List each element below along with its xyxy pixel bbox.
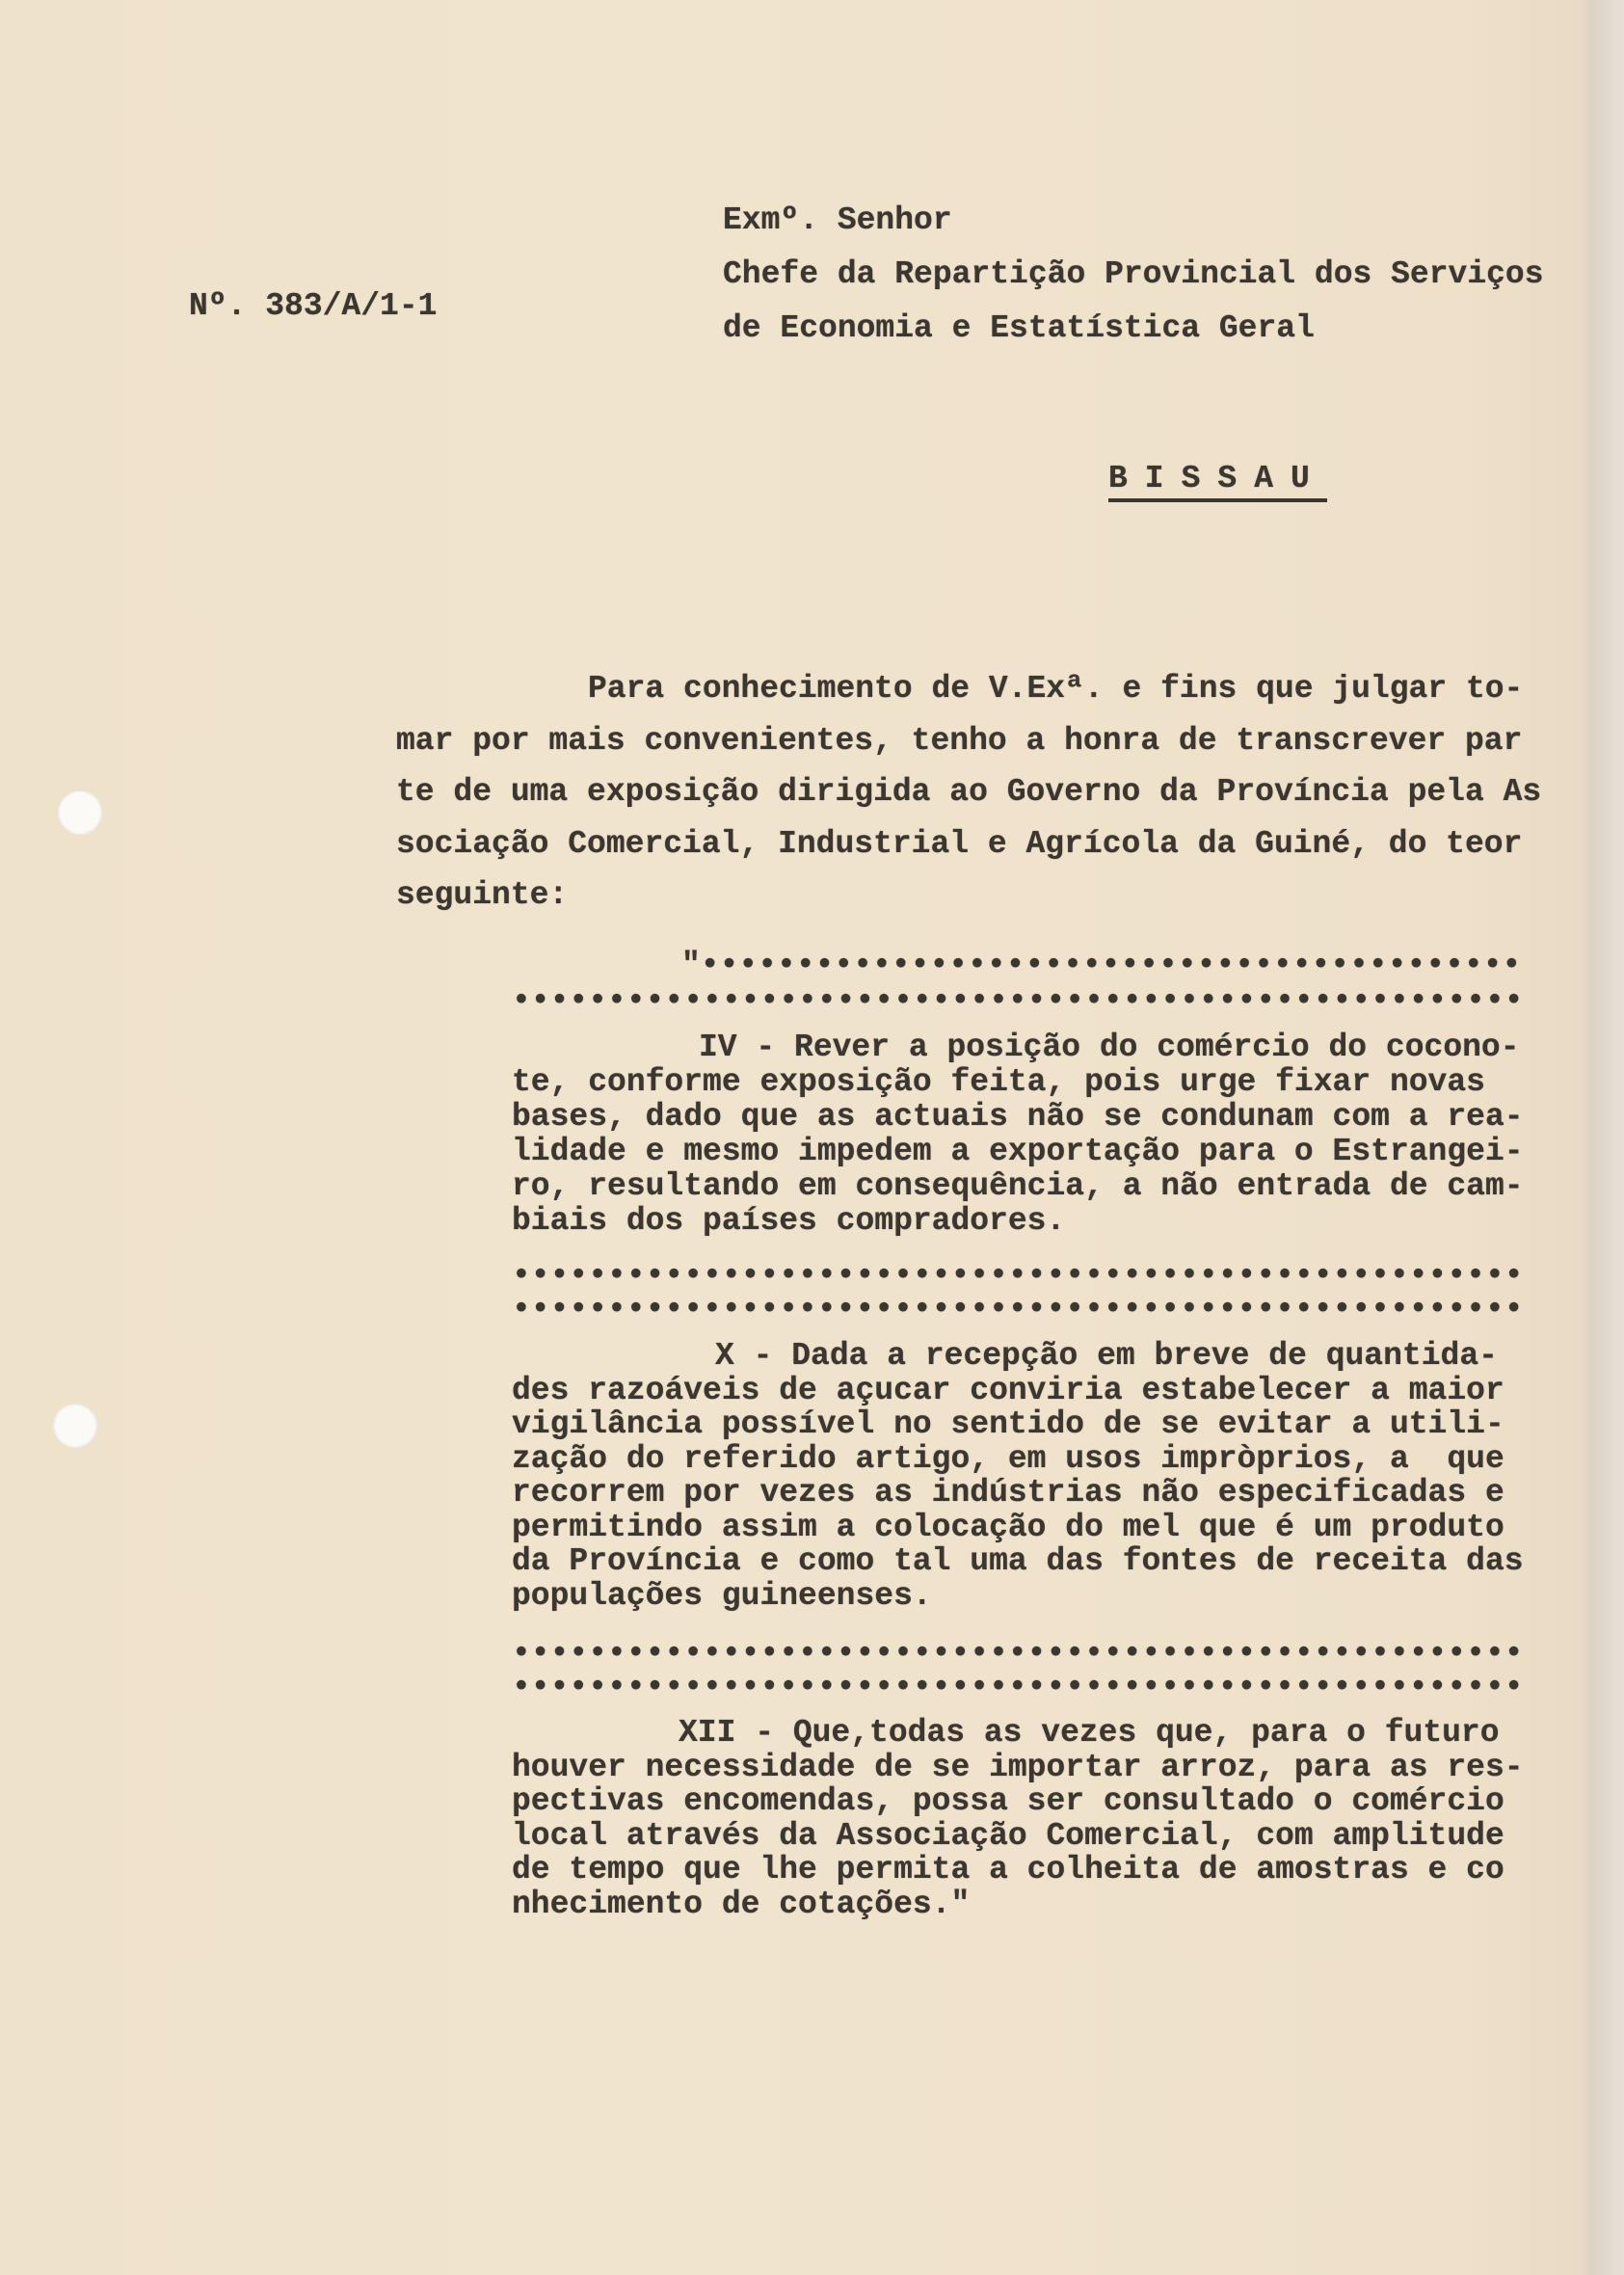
intro-line: Para conhecimento de V.Exª. e fins que julgar to- bbox=[588, 671, 1524, 707]
item-xii-line: nhecimento de cotações." bbox=[512, 1886, 971, 1922]
dots-line: ••••••••••••••••••••••••••••••••••••••••••••••••••••• bbox=[512, 1292, 1524, 1327]
item-x bbox=[512, 1339, 1524, 1613]
intro-line: sociação Comercial, Industrial e Agrícola da Guiné, do teor bbox=[396, 825, 1523, 862]
addressee-salutation: Exmº. Senhor bbox=[723, 202, 952, 238]
item-xii bbox=[512, 1716, 1524, 1921]
item-xii-line: pectivas encomendas, possa ser consultado o comércio bbox=[512, 1783, 1504, 1819]
item-x-line: permitindo assim a colocação do mel que é um produto bbox=[512, 1509, 1504, 1545]
punch-hole-bottom bbox=[53, 1404, 97, 1448]
item-iv-line: IV - Rever a posição do comércio do cocono- bbox=[699, 1030, 1520, 1065]
item-x-line: zação do referido artigo, em usos impròprios, a que bbox=[512, 1440, 1504, 1477]
ellipsis-3 bbox=[512, 1637, 1524, 1704]
item-iv-line: te, conforme exposição feita, pois urge fixar novas bbox=[512, 1064, 1485, 1100]
item-x-line: recorrem por vezes as indústrias não especificadas e bbox=[512, 1475, 1504, 1511]
item-x-line: des razoáveis de açucar conviria estabelecer a maior bbox=[512, 1372, 1504, 1408]
punch-hole-top bbox=[58, 790, 102, 835]
dots-line: ••••••••••••••••••••••••••••••••••••••••••••••••••••• bbox=[512, 1636, 1524, 1672]
intro-line: seguinte: bbox=[396, 877, 569, 913]
ellipsis-2 bbox=[512, 1259, 1524, 1326]
item-xii-line: XII - Que,todas as vezes que, para o futuro bbox=[679, 1715, 1500, 1751]
item-iv-line: bases, dado que as actuais não se condunam com a rea- bbox=[512, 1099, 1524, 1135]
item-x-line: populações guineenses. bbox=[512, 1577, 932, 1614]
intro-line: te de uma exposição dirigida ao Governo da Província pela As bbox=[396, 774, 1542, 810]
ellipsis-1 bbox=[512, 948, 1524, 1019]
item-x-line: X - Dada a recepção em breve de quantida- bbox=[715, 1338, 1498, 1374]
item-iv-line: ro, resultando em consequência, a não entrada de cam- bbox=[512, 1168, 1524, 1204]
intro-paragraph bbox=[396, 663, 1541, 922]
item-iv-line: biais dos países compradores. bbox=[512, 1203, 1066, 1239]
intro-line: mar por mais convenientes, tenho a honra de transcrever par bbox=[396, 722, 1523, 759]
dots-line: ••••••••••••••••••••••••••••••••••••••••••••••••••••• bbox=[512, 983, 1524, 1019]
dots-line: ••••••••••••••••••••••••••••••••••••••••••••••••••••• bbox=[512, 1670, 1524, 1705]
item-xii-line: houver necessidade de se importar arroz, para as res- bbox=[512, 1749, 1524, 1785]
item-xii-line: local através da Associação Comercial, com amplitude bbox=[512, 1817, 1504, 1854]
dots-line: ••••••••••••••••••••••••••••••••••••••••••••••••••••• bbox=[512, 1258, 1524, 1294]
item-x-line: vigilância possível no sentido de se evitar a utili- bbox=[512, 1406, 1504, 1442]
item-xii-line: de tempo que lhe permita a colheita de amostras e co bbox=[512, 1852, 1504, 1887]
addressee-block bbox=[723, 194, 1544, 356]
reference-number: Nº. 383/A/1-1 bbox=[189, 288, 438, 324]
addressee-department: de Economia e Estatística Geral bbox=[723, 310, 1315, 346]
city-heading: BISSAU bbox=[1108, 461, 1327, 502]
item-x-line: da Província e como tal uma das fontes de receita das bbox=[512, 1543, 1524, 1579]
item-iv-line: lidade e mesmo impedem a exportação para o Estrangei- bbox=[512, 1134, 1524, 1169]
dots-line: "••••••••••••••••••••••••••••••••••••••••••• bbox=[681, 948, 1522, 983]
addressee-title: Chefe da Repartição Provincial dos Serviços bbox=[723, 256, 1544, 292]
item-iv bbox=[512, 1030, 1524, 1239]
